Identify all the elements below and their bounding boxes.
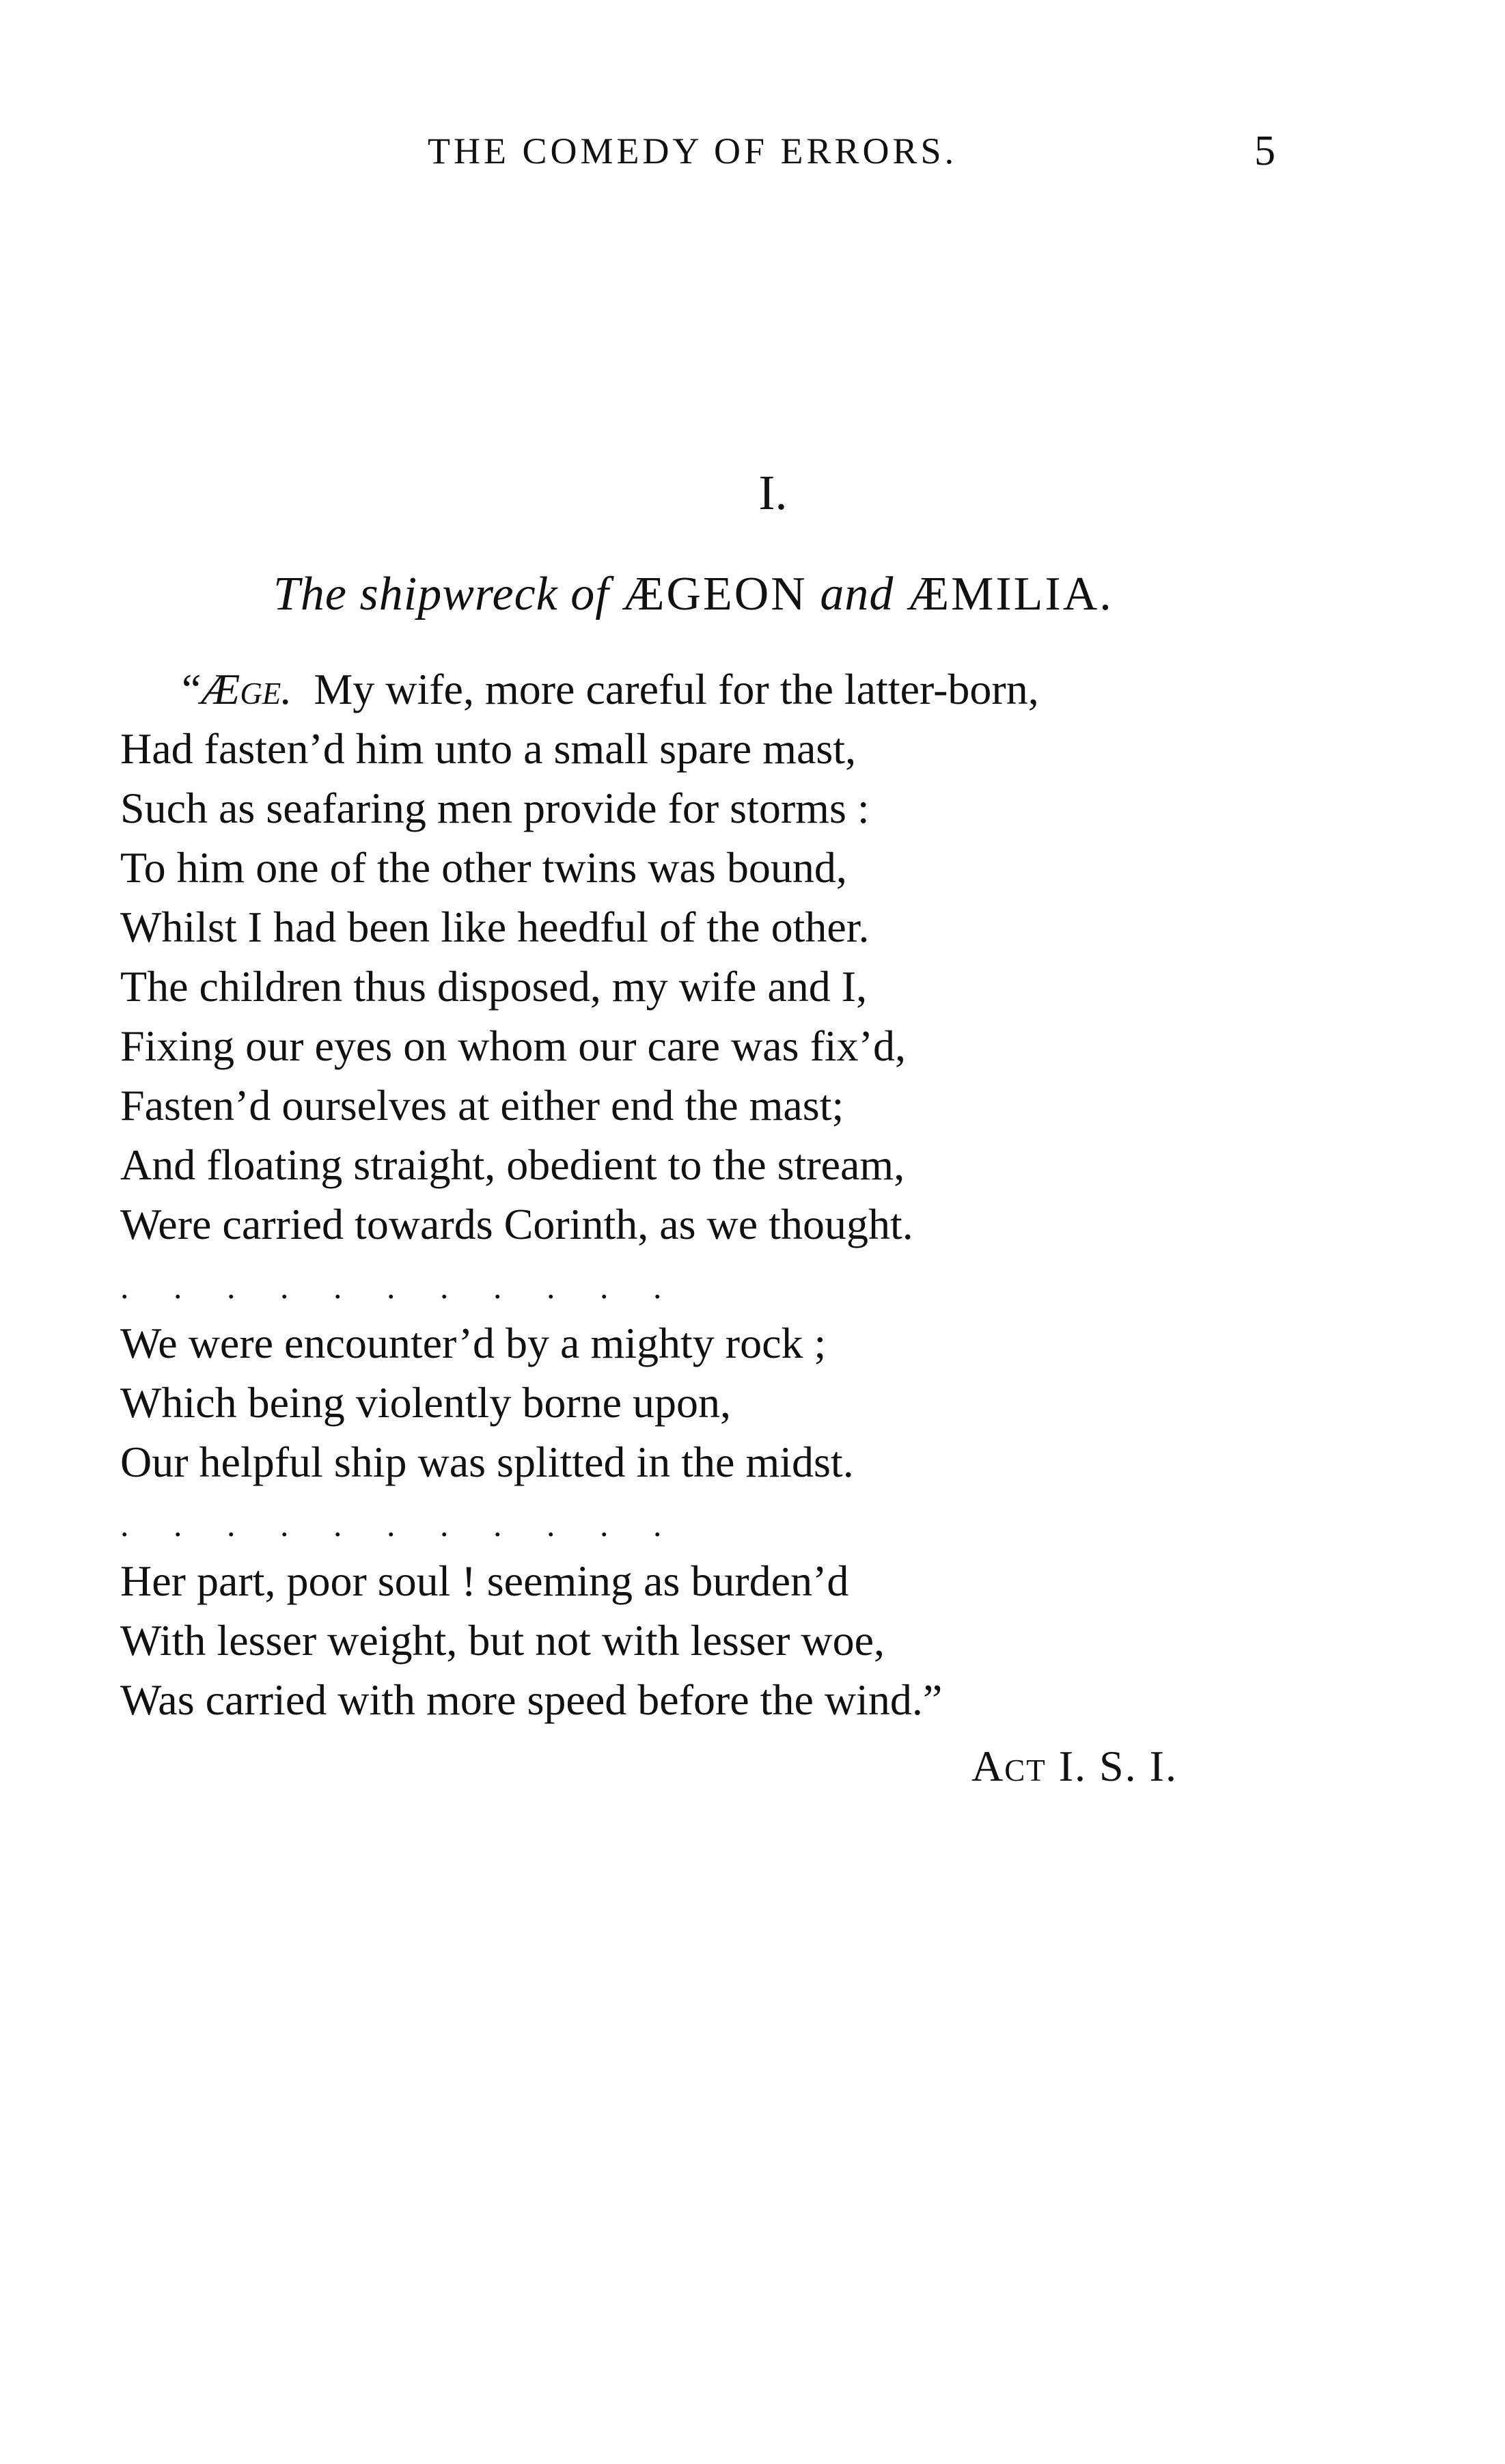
verse-line: Fixing our eyes on whom our care was fix’d, (120, 1022, 906, 1070)
ellipsis-row (120, 1254, 1282, 1313)
heading-part-3: and (820, 568, 894, 620)
ellipsis-dot: . (493, 1505, 502, 1544)
verse-line: Our helpful ship was splitted in the midst. (120, 1438, 854, 1486)
ellipsis-dot: . (387, 1505, 396, 1544)
act-scene-citation: Act I. S. I. (971, 1742, 1178, 1790)
verse-line: With lesser weight, but not with lesser woe, (120, 1616, 885, 1665)
ellipsis-dot: . (120, 1505, 129, 1544)
ellipsis-dot: . (333, 1268, 342, 1306)
ellipsis-dot: . (280, 1268, 289, 1306)
verse-line: Such as seafaring men provide for storms : (120, 784, 870, 832)
verse-line: The children thus disposed, my wife and I, (120, 962, 868, 1011)
ellipsis-dot: . (653, 1268, 662, 1306)
verse-line: And floating straight, obedient to the stream, (120, 1140, 905, 1189)
ellipsis-dot: . (227, 1268, 236, 1306)
ellipsis-dot: . (600, 1505, 609, 1544)
section-heading (273, 567, 1114, 622)
ellipsis-dot: . (653, 1505, 662, 1544)
heading-part-1: The shipwreck of (273, 568, 609, 620)
ellipsis-dot: . (227, 1505, 236, 1544)
verse-line: Which being violently borne upon, (120, 1378, 732, 1427)
section-number: I. (758, 465, 788, 520)
running-title: THE COMEDY OF ERRORS. (428, 131, 958, 172)
verse-line: Had fasten’d him unto a small spare mast, (120, 724, 857, 773)
heading-part-4: ÆMILIA. (906, 568, 1114, 620)
ellipsis-dot: . (174, 1268, 182, 1306)
ellipsis-dot: . (174, 1505, 182, 1544)
heading-part-2: ÆGEON (622, 568, 807, 620)
ellipsis-dot: . (440, 1268, 449, 1306)
ellipsis-dot: . (120, 1268, 129, 1306)
ellipsis-dot: . (387, 1268, 396, 1306)
verse-line-first (120, 659, 1282, 719)
verse-line: Whilst I had been like heedful of the other. (120, 903, 870, 951)
ellipsis-dot: . (493, 1268, 502, 1306)
first-line-text: My wife, more careful for the latter-born, (314, 665, 1039, 713)
speaker-name: Æge. (201, 665, 292, 713)
ellipsis-dot: . (547, 1505, 555, 1544)
ellipsis-dot: . (547, 1268, 555, 1306)
ellipsis-dot: . (440, 1505, 449, 1544)
ellipsis-dot: . (280, 1505, 289, 1544)
verse-line: Her part, poor soul ! seeming as burden’d (120, 1557, 849, 1605)
verse-line: Fasten’d ourselves at either end the mast; (120, 1081, 844, 1130)
page-number: 5 (1254, 128, 1275, 174)
ellipsis-dot: . (333, 1505, 342, 1544)
ellipsis-dot: . (600, 1268, 609, 1306)
speech-block (120, 659, 1282, 1729)
verse-line: Was carried with more speed before the wind.” (120, 1675, 943, 1724)
verse-line: Were carried towards Corinth, as we thought. (120, 1200, 913, 1248)
ellipsis-row (120, 1492, 1282, 1551)
open-quote: “ (182, 665, 202, 713)
verse-line: We were encounter’d by a mighty rock ; (120, 1319, 827, 1367)
verse-line: To him one of the other twins was bound, (120, 843, 847, 892)
